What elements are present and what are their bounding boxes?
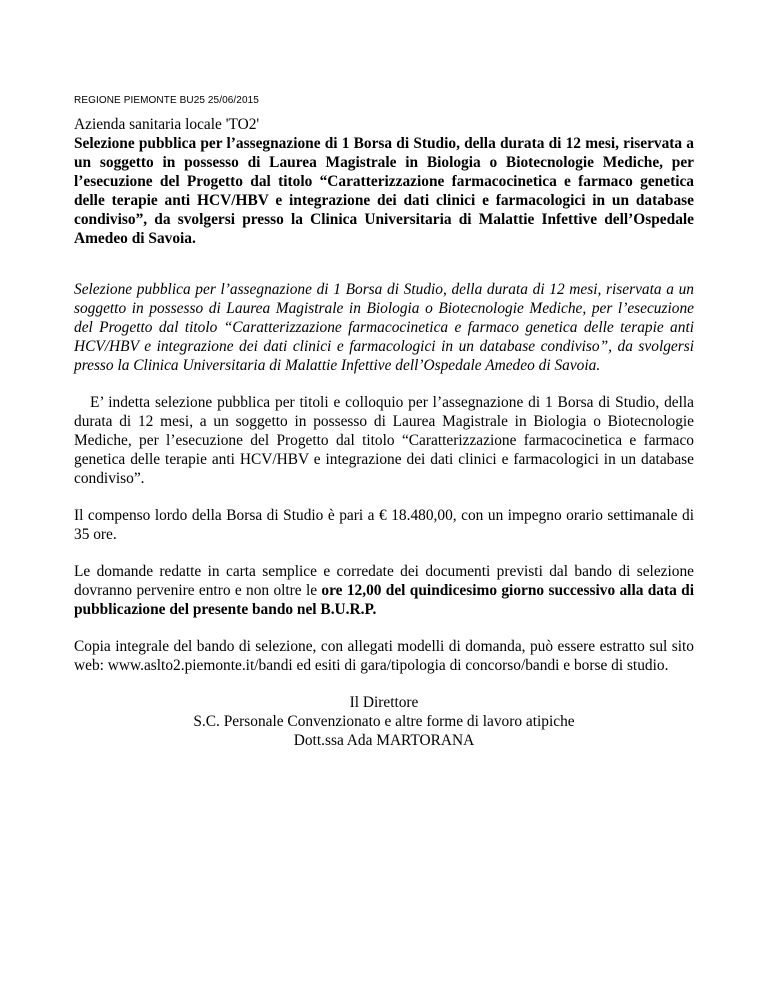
- selection-summary: Selezione pubblica per l’assegnazione di 1 Borsa di Studio, della durata di 12 mesi, riservata a un soggetto in possesso di Laurea Magistrale in Biologia o Biotecnologie Mediche, per l’esecuzione del Progetto dal titolo “Caratterizzazione farmacocinetica e farmaco genetica delle terapie anti HCV/HBV e integrazione dei dati clinici e farmacologici in un database condiviso”, da svolgersi presso la Clinica Universitaria di Malattie Infettive dell’Ospedale Amedeo di Savoia.: [74, 281, 694, 374]
- signature-name: Dott.ssa Ada MARTORANA: [293, 732, 475, 749]
- signature-block: [74, 693, 694, 750]
- announcement-paragraph: E’ indetta selezione pubblica per titoli e colloquio per l’assegnazione di 1 Borsa di Studio, della durata di 12 mesi, a un soggetto in possesso di Laurea Magistrale in Biologia o Biotecnologie Mediche, per l’esecuzione del Progetto dal titolo “Caratterizzazione farmacocinetica e farmaco genetica delle terapie anti HCV/HBV e integrazione dei dati clinici e farmacologici in un database condiviso”.: [74, 394, 694, 487]
- deadline-emphasis: ore 12,00 del quindicesimo giorno successivo alla data di pubblicazione del presente bando nel B.U.R.P.: [74, 582, 694, 618]
- document-content: [74, 115, 694, 750]
- selection-title: Selezione pubblica per l’assegnazione di 1 Borsa di Studio, della durata di 12 mesi, riservata a un soggetto in possesso di Laurea Magistrale in Biologia o Biotecnologie Mediche, per l’esecuzione del Progetto dal titolo “Caratterizzazione farmacocinetica e farmaco genetica delle terapie anti HCV/HBV e integrazione dei dati clinici e farmacologici in un database condiviso”, da svolgersi presso la Clinica Universitaria di Malattie Infettive dell’Ospedale Amedeo di Savoia.: [74, 135, 694, 247]
- compensation-paragraph: Il compenso lordo della Borsa di Studio è pari a € 18.480,00, con un impegno orario settimanale di 35 ore.: [74, 507, 694, 543]
- signature-department: S.C. Personale Convenzionato e altre forme di lavoro atipiche: [193, 713, 575, 730]
- organization-name: Azienda sanitaria locale 'TO2': [74, 116, 260, 133]
- copy-info-paragraph: Copia integrale del bando di selezione, con allegati modelli di domanda, può essere estratto sul sito web: www.aslto2.piemonte.it/bandi ed esiti di gara/tipologia di concorso/bandi e borse di studio.: [74, 638, 694, 674]
- bulletin-header: REGIONE PIEMONTE BU25 25/06/2015: [74, 95, 259, 106]
- deadline-paragraph: [74, 562, 694, 619]
- deadline-text: Le domande redatte in carta semplice e corredate dei documenti previsti dal bando di selezione dovranno pervenire entro e non oltre le: [74, 563, 694, 599]
- signature-role: Il Direttore: [349, 694, 419, 711]
